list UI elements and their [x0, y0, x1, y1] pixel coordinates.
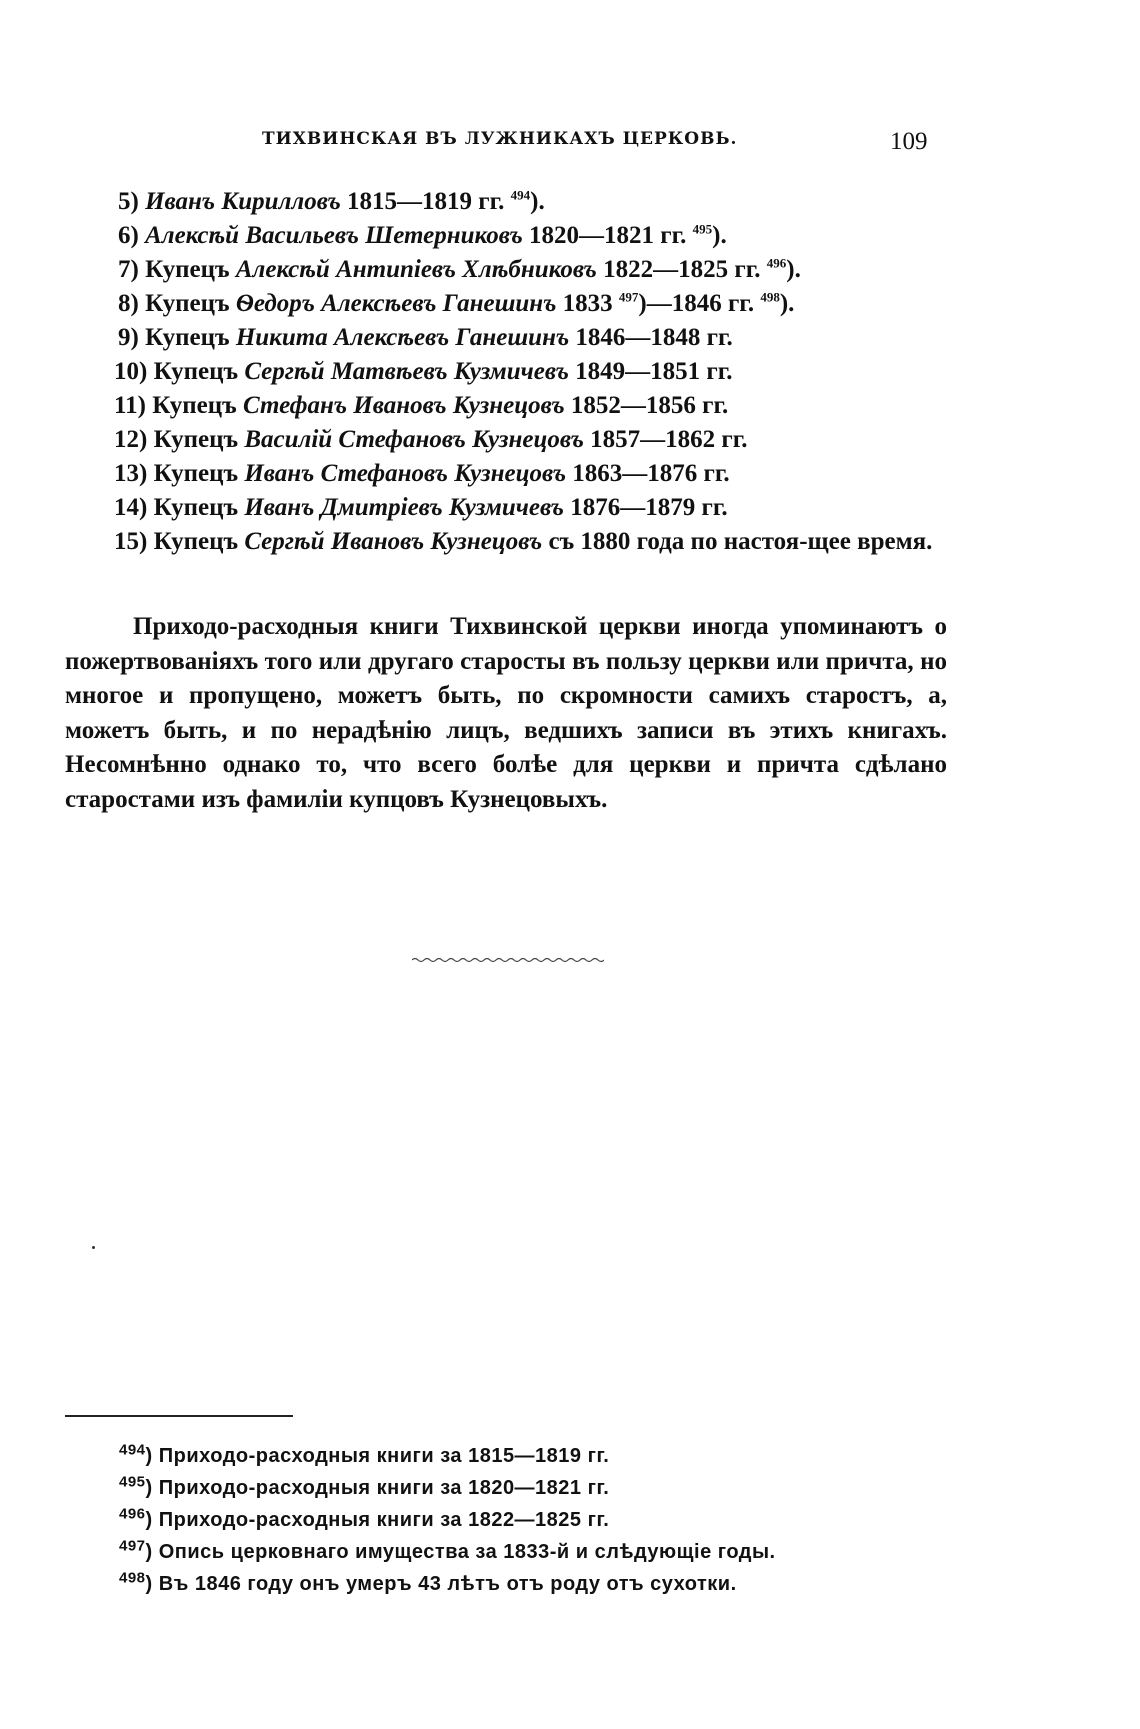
- item-number: 5): [118, 188, 139, 215]
- item-tail: ).: [712, 222, 727, 249]
- list-item: [65, 321, 947, 355]
- footnote-ref: 494: [510, 187, 531, 203]
- item-years: 1857—1862 гг.: [583, 426, 748, 453]
- list-item: [65, 287, 947, 321]
- footnote-ref: 495: [692, 221, 713, 237]
- warden-name: Иванъ Кирилловъ: [145, 188, 341, 215]
- item-years: 1863—1876 гг.: [566, 460, 730, 487]
- item-number: 10): [114, 358, 148, 385]
- item-years: 1846—1848 гг.: [569, 324, 733, 351]
- footnote-text: ) Въ 1846 году онъ умеръ 43 лѣтъ отъ роду отъ сухотки.: [145, 1573, 737, 1595]
- item-number: 15): [114, 528, 148, 555]
- print-speck: [92, 1246, 95, 1249]
- item-number: 9): [118, 324, 139, 351]
- item-number: 6): [118, 222, 139, 249]
- list-item: [65, 389, 947, 423]
- ornament-divider: [412, 955, 604, 965]
- list-item: [65, 423, 947, 457]
- item-number: 8): [118, 290, 139, 317]
- warden-name: Василій Стефановъ Кузнецовъ: [244, 426, 584, 453]
- footnote-ref: 497: [618, 289, 639, 305]
- footnote-mark: 498: [119, 1569, 146, 1587]
- footnote-mark: 495: [119, 1473, 146, 1491]
- item-number: 7): [118, 256, 139, 283]
- item-prefix: Купецъ: [145, 324, 236, 351]
- footnote-ref: 498: [760, 289, 780, 305]
- footnote-mark: 494: [119, 1441, 146, 1459]
- item-prefix: Купецъ: [145, 290, 236, 317]
- footnote: [119, 1568, 776, 1600]
- warden-name: Сергѣй Матвѣевъ Кузмичевъ: [244, 358, 569, 385]
- footnote: [119, 1536, 776, 1568]
- item-number: 11): [114, 392, 146, 419]
- footnote-text: ) Приходо-расходныя книги за 1820—1821 гг.: [145, 1477, 610, 1499]
- item-years: 1849—1851 гг.: [568, 358, 733, 385]
- list-item: [65, 253, 947, 287]
- warden-name: Иванъ Дмитріевъ Кузмичевъ: [244, 494, 564, 521]
- footnote: [119, 1440, 776, 1472]
- warden-name: Никита Алексѣевъ Ганешинъ: [235, 324, 570, 351]
- running-title: ТИХВИНСКАЯ ВЪ ЛУЖНИКАХЪ ЦЕРКОВЬ.: [262, 129, 738, 149]
- item-tail: ).: [786, 256, 801, 283]
- item-years: съ 1880 года по настоя-щее время.: [542, 528, 933, 555]
- warden-name: Ѳедоръ Алексѣевъ Ганешинъ: [235, 290, 557, 317]
- warden-name: Стефанъ Ивановъ Кузнецовъ: [242, 392, 565, 419]
- list-item: [65, 525, 947, 559]
- footnote-text: ) Приходо-расходныя книги за 1815—1819 гг.: [145, 1445, 610, 1467]
- warden-name: Алексѣй Васильевъ Шетерниковъ: [145, 222, 523, 249]
- item-number: 14): [114, 494, 148, 521]
- item-number: 12): [114, 426, 148, 453]
- item-years: 1876—1879 гг.: [563, 494, 728, 521]
- item-prefix: Купецъ: [153, 460, 245, 487]
- wardens-list: [65, 185, 947, 559]
- item-years: 1822—1825 гг.: [596, 256, 761, 283]
- footnote-mark: 497: [119, 1537, 146, 1555]
- item-prefix: Купецъ: [153, 528, 245, 555]
- item-prefix: Купецъ: [153, 358, 245, 385]
- footnote-rule: [65, 1415, 293, 1417]
- body-paragraph: Приходо-расходныя книги Тихвинской церкви иногда упоминаютъ о пожертвованіяхъ того или другаго старосты въ пользу церкви или причта, но многое и пропущено, можетъ быть, по скромности самихъ старостъ, а, можетъ быть, и по нерадѣнію лицъ, ведшихъ записи въ этихъ книгахъ. Несомнѣнно однако то, что всего болѣе для церкви и причта сдѣлано старостами изъ фамиліи купцовъ Кузнецовыхъ.: [65, 613, 947, 813]
- list-item: [65, 491, 947, 525]
- list-item: [65, 185, 947, 219]
- footnote-ref: 496: [766, 255, 787, 271]
- item-number: 13): [114, 460, 148, 487]
- footnote: [119, 1504, 776, 1536]
- footnote-text: ) Приходо-расходныя книги за 1822—1825 гг.: [145, 1509, 610, 1531]
- footnotes: [119, 1440, 776, 1600]
- item-prefix: Купецъ: [145, 256, 236, 283]
- item-years: 1820—1821 гг.: [522, 222, 687, 249]
- warden-name: Алексѣй Антипіевъ Хлѣбниковъ: [235, 256, 597, 283]
- footnote: [119, 1472, 776, 1504]
- item-years: 1852—1856 гг.: [564, 392, 729, 419]
- item-years: 1833: [556, 290, 613, 317]
- warden-name: Сергѣй Ивановъ Кузнецовъ: [244, 528, 543, 555]
- item-prefix: Купецъ: [152, 392, 243, 419]
- item-tail: ).: [779, 290, 795, 317]
- item-tail: )—1846 гг.: [638, 290, 755, 317]
- list-item: [65, 457, 947, 491]
- item-prefix: Купецъ: [153, 426, 245, 453]
- item-tail: ).: [530, 188, 545, 215]
- item-prefix: Купецъ: [153, 494, 245, 521]
- list-item: [65, 355, 947, 389]
- page-number: 109: [890, 128, 928, 155]
- footnote-text: ) Опись церковнаго имущества за 1833-й и слѣдующіе годы.: [145, 1541, 776, 1563]
- list-item: [65, 219, 947, 253]
- item-years: 1815—1819 гг.: [340, 188, 505, 215]
- footnote-mark: 496: [119, 1505, 146, 1523]
- warden-name: Иванъ Стефановъ Кузнецовъ: [244, 460, 567, 487]
